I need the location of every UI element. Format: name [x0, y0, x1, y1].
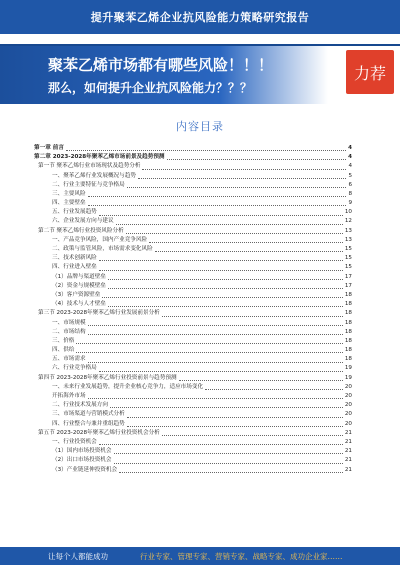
toc-page-number: 4 [348, 163, 352, 170]
toc-leader-dots [99, 444, 343, 445]
toc-page-number: 20 [344, 411, 352, 418]
toc-page-number: 15 [344, 255, 352, 262]
toc-leader-dots [179, 380, 343, 381]
toc-page-number: 18 [344, 337, 352, 344]
toc-entry[interactable] [34, 162, 352, 171]
toc-leader-dots [99, 270, 343, 271]
toc-entry-text: （1）国内市场投资机会 [52, 448, 112, 455]
toc-entry-text: 三、市场渠道与营销模式分析 [52, 411, 125, 418]
toc-entry-text: 四、行业进入壁垒 [52, 264, 97, 271]
toc-entry-text: 六、行业竞争格局 [52, 365, 97, 372]
promo-banner [0, 44, 400, 104]
toc-page-number: 12 [344, 218, 352, 225]
toc-entry[interactable] [34, 227, 352, 236]
toc-entry[interactable] [34, 199, 352, 208]
toc-page-number: 18 [344, 291, 352, 298]
toc-page-number: 13 [344, 227, 352, 234]
toc-page-number: 15 [344, 246, 352, 253]
toc-leader-dots [66, 150, 346, 151]
toc-leader-dots [76, 343, 342, 344]
toc-entry[interactable] [34, 447, 352, 456]
toc-entry-text: 一、市场规模 [52, 319, 86, 326]
toc-entry[interactable] [34, 218, 352, 227]
toc-entry[interactable] [34, 273, 352, 282]
toc-leader-dots [116, 224, 343, 225]
toc-entry-text: 二、行业主要特征与竞争格局 [52, 181, 125, 188]
toc-entry-text: 第三节 2023-2028年聚苯乙烯行业发展前景分析 [38, 310, 160, 317]
toc-entry[interactable] [34, 429, 352, 438]
recommend-badge: 力荐 [346, 50, 394, 94]
toc-entry[interactable] [34, 236, 352, 245]
toc-page-number: 20 [344, 393, 352, 400]
toc-leader-dots [127, 187, 347, 188]
toc-leader-dots [167, 159, 347, 160]
toc-entry[interactable] [34, 438, 352, 447]
toc-entry[interactable] [34, 245, 352, 254]
toc-page-number: 21 [344, 457, 352, 464]
toc-entry-text: 一、聚苯乙烯行业发展概况与趋势 [52, 172, 136, 179]
toc-page-number: 9 [348, 200, 352, 207]
toc-leader-dots [127, 417, 343, 418]
toc-page-number: 4 [348, 154, 352, 161]
toc-page-number: 17 [344, 273, 352, 280]
toc-entry-text: 四、供给 [52, 347, 75, 354]
toc-page-number: 21 [344, 448, 352, 455]
toc-entry[interactable] [34, 392, 352, 401]
toc-leader-dots [88, 196, 347, 197]
toc-entry[interactable] [34, 410, 352, 419]
toc-entry-text: 二、政策与监管风险，市场需求变化风险 [52, 246, 153, 253]
toc-entry[interactable] [34, 309, 352, 318]
toc-entry[interactable] [34, 346, 352, 355]
toc-entry[interactable] [34, 300, 352, 309]
toc-entry-text: （3）客户资源壁垒 [52, 291, 101, 298]
toc-entry[interactable] [34, 282, 352, 291]
toc-leader-dots [119, 472, 343, 473]
toc-page-number: 15 [344, 264, 352, 271]
footer-bar [0, 547, 400, 565]
toc-leader-dots [88, 362, 343, 363]
toc-leader-dots [138, 178, 347, 179]
toc-title: 内容目录 [176, 120, 224, 133]
toc-entry-text: 四、行业整合与兼并重组趋势 [52, 420, 125, 427]
toc-entry[interactable] [34, 153, 352, 162]
toc-entry[interactable] [34, 190, 352, 199]
toc-page-number: 8 [348, 190, 352, 197]
toc-entry-text: 第五节 2023-2028年聚苯乙烯行业投资机会分析 [38, 429, 160, 436]
toc-page-number: 17 [344, 282, 352, 289]
toc-leader-dots [114, 463, 343, 464]
toc-page-number: 13 [344, 236, 352, 243]
toc-entry-text: 二、市场结构 [52, 328, 86, 335]
toc-page-number: 19 [344, 365, 352, 372]
toc-page-number: 19 [344, 374, 352, 381]
toc-entry-text: 三、价格 [52, 337, 75, 344]
toc-entry-text: 第四节 2023-2028年聚苯乙烯行业投资前景与趋势预测 [38, 374, 177, 381]
toc-leader-dots [99, 260, 343, 261]
toc-leader-dots [110, 407, 343, 408]
toc-entry[interactable] [34, 374, 352, 383]
toc-entry-text: 三、主要风险 [52, 190, 86, 197]
banner-headline: 聚苯乙烯市场都有哪些风险！！！ [48, 56, 274, 74]
toc-page-number: 18 [344, 319, 352, 326]
toc-entry-text: （4）技术与人才壁垒 [52, 301, 106, 308]
toc-page-number: 4 [348, 144, 352, 151]
toc-entry-text: 五、行业发展趋势 [52, 209, 97, 216]
toc-entry-text: 一、产品竞争风险，国内产业竞争风险 [52, 236, 148, 243]
toc-entry[interactable] [34, 263, 352, 272]
toc-leader-dots [127, 426, 343, 427]
toc-entry[interactable] [34, 172, 352, 181]
toc-entry[interactable] [34, 355, 352, 364]
toc-entry-text: 第一章 前言 [34, 144, 64, 151]
toc-leader-dots [142, 169, 346, 170]
toc-entry-text: 一、行业投资机会 [52, 438, 97, 445]
toc-entry[interactable] [34, 401, 352, 410]
toc-entry-text: （3）产业链延伸投资机会 [52, 466, 118, 473]
toc-page-number: 20 [344, 402, 352, 409]
toc-leader-dots [108, 288, 343, 289]
toc-entry-text: （2）资金与规模壁垒 [52, 282, 106, 289]
toc-leader-dots [162, 316, 343, 317]
toc-entry-text: 第一节 聚苯乙烯行业市场现状及趋势分析 [38, 163, 141, 170]
toc-entry[interactable] [34, 328, 352, 337]
toc-entry-text: （2）出口市场投资机会 [52, 457, 112, 464]
toc-leader-dots [149, 242, 343, 243]
toc-entry-text: 五、市场需求 [52, 356, 86, 363]
toc-leader-dots [88, 325, 343, 326]
toc-leader-dots [88, 205, 347, 206]
toc-entry[interactable] [34, 181, 352, 190]
toc-entry[interactable] [34, 337, 352, 346]
toc-entry[interactable] [34, 456, 352, 465]
toc-entry-text: 三、技术创新风险 [52, 255, 97, 262]
toc-page-number: 18 [344, 310, 352, 317]
toc-page-number: 18 [344, 328, 352, 335]
toc-entry-text: 四、主要壁垒 [52, 200, 86, 207]
toc-page-number: 20 [344, 420, 352, 427]
toc-entry[interactable] [34, 291, 352, 300]
toc-entry-text: 一、未来行业发展趋势，提升企业核心竞争力，适应市场变化 [52, 383, 204, 390]
report-header-bar [0, 0, 400, 34]
toc-page-number: 10 [344, 209, 352, 216]
table-of-contents [34, 144, 352, 540]
toc-page-number: 18 [344, 347, 352, 354]
toc-page-number: 21 [344, 438, 352, 445]
toc-leader-dots [102, 297, 343, 298]
toc-leader-dots [114, 453, 343, 454]
toc-leader-dots [126, 233, 343, 234]
toc-page-number: 18 [344, 356, 352, 363]
toc-entry-text: 第二节 聚苯乙烯行业投资风险分析 [38, 227, 124, 234]
toc-leader-dots [99, 371, 343, 372]
toc-entry[interactable] [34, 420, 352, 429]
toc-entry[interactable] [34, 254, 352, 263]
toc-leader-dots [88, 398, 343, 399]
toc-entry[interactable] [34, 208, 352, 217]
footer-experts: 行业专家、管理专家、营销专家、战略专家、成功企业家…… [140, 551, 343, 561]
toc-entry-text: 六、企业发展方向与建议 [52, 218, 114, 225]
toc-page-number: 18 [344, 301, 352, 308]
toc-page-number: 21 [344, 466, 352, 473]
toc-entry-text: 二、行业技术发展方向 [52, 402, 108, 409]
toc-entry[interactable] [34, 365, 352, 374]
toc-entry-text: 开拓海外市场 [52, 393, 86, 400]
toc-page-number: 21 [344, 429, 352, 436]
toc-entry[interactable] [34, 466, 352, 475]
banner-subheadline: 那么，如何提升企业抗风险能力？？？ [48, 81, 253, 95]
toc-entry[interactable] [34, 319, 352, 328]
toc-page-number: 6 [348, 181, 352, 188]
toc-entry-text: （1）品牌与渠道壁垒 [52, 273, 106, 280]
toc-leader-dots [162, 435, 343, 436]
toc-leader-dots [99, 215, 343, 216]
report-title: 提升聚苯乙烯企业抗风险能力策略研究报告 [90, 11, 310, 24]
toc-leader-dots [88, 334, 343, 335]
toc-leader-dots [205, 389, 343, 390]
toc-page-number: 5 [348, 172, 352, 179]
toc-leader-dots [108, 279, 343, 280]
toc-entry[interactable] [34, 383, 352, 392]
toc-entry-text: 第二章 2023-2028年聚苯乙烯市场前景及趋势预测 [34, 154, 165, 161]
toc-page-number: 20 [344, 383, 352, 390]
toc-leader-dots [108, 306, 343, 307]
toc-entry[interactable] [34, 144, 352, 153]
footer-slogan: 让每个人都能成功 [48, 551, 108, 561]
toc-leader-dots [76, 352, 342, 353]
toc-leader-dots [155, 251, 343, 252]
